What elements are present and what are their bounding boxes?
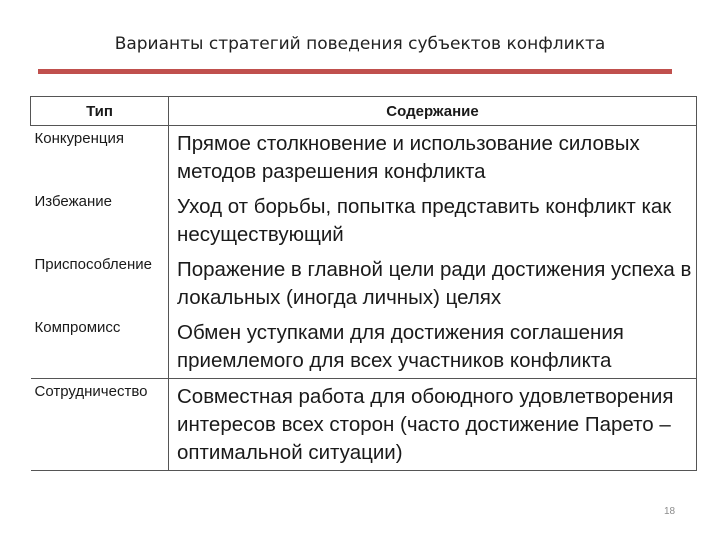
table-header-row [31, 97, 697, 126]
table-row [31, 252, 697, 315]
row-content: Поражение в главной цели ради достижения успеха в локальных (иногда личных) целях [169, 252, 697, 315]
page-number: 18 [664, 506, 676, 517]
row-type: Приспособление [34, 256, 152, 273]
table-row [31, 315, 697, 379]
slide-title: Варианты стратегий поведения субъектов конфликта [114, 34, 606, 54]
row-content: Уход от борьбы, попытка представить конфликт как несуществующий [169, 189, 697, 252]
header-content: Содержание [169, 97, 697, 126]
row-content: Обмен уступками для достижения соглашения приемлемого для всех участников конфликта [169, 315, 697, 379]
row-content: Совместная работа для обоюдного удовлетворения интересов всех сторон (часто достижение Парето – оптимальной ситуации) [169, 379, 697, 471]
row-content: Прямое столкновение и использование силовых методов разрешения конфликта [169, 126, 697, 190]
row-type: Компромисс [34, 319, 121, 336]
row-type: Сотрудничество [31, 379, 169, 471]
header-type: Тип [31, 97, 169, 126]
title-underline [38, 69, 672, 74]
table-row [31, 379, 697, 471]
row-type: Избежание [34, 193, 112, 210]
strategies-table [30, 96, 697, 471]
table-row [31, 126, 697, 190]
row-type: Конкуренция [31, 126, 169, 190]
table-row [31, 189, 697, 252]
